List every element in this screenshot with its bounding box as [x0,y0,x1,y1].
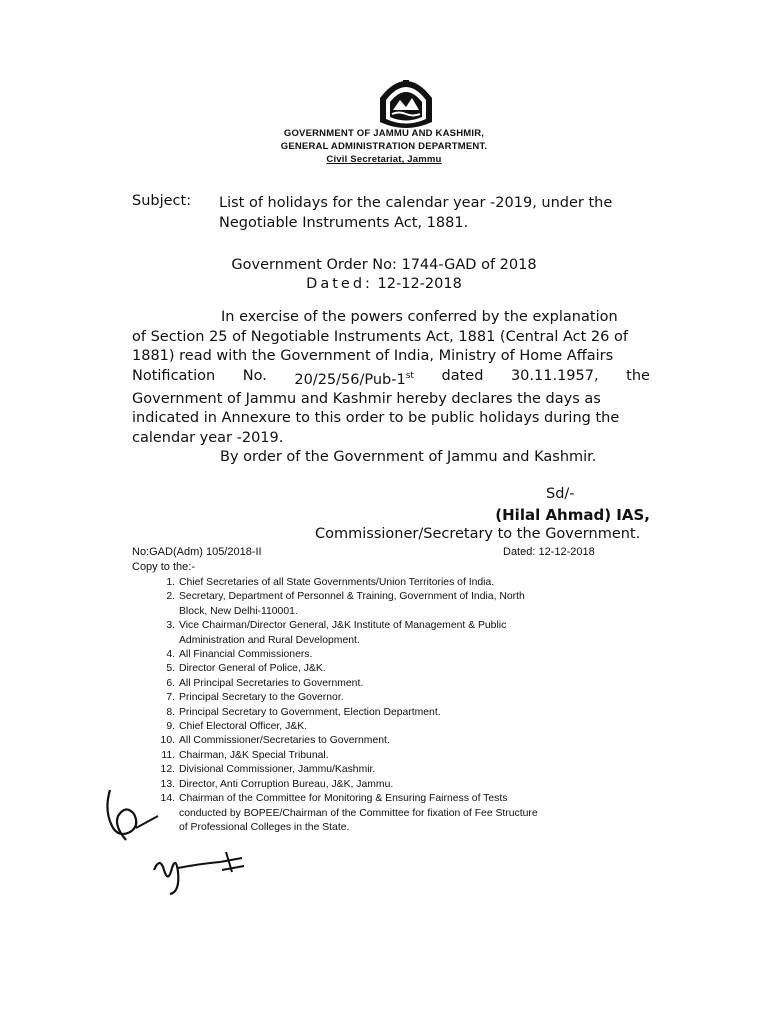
reference-number: No:GAD(Adm) 105/2018-II [132,546,262,558]
list-item-number: 10. [160,735,175,747]
list-item-text [179,778,670,792]
signature-sd: Sd/- [546,486,575,502]
list-item-number: 4. [166,649,175,661]
handwritten-initials-mark [96,786,166,846]
by-order-line: By order of the Government of Jammu and Kashmir. [220,449,597,465]
list-item-line: Secretary, Department of Personnel & Training, Government of India, North [179,591,525,603]
order-dated-value: 12-12-2018 [377,276,462,292]
list-item-text [179,677,670,691]
list-item-text [179,576,670,590]
body-line: 1881) read with the Government of India, Ministry of Home Affairs [132,348,614,364]
list-item [150,763,670,777]
list-item-text [179,763,670,777]
list-item [150,734,670,748]
list-item-line: Director General of Police, J&K. [179,663,326,675]
list-item-text [179,734,670,748]
list-item-number: 9. [166,721,175,733]
subject-label: Subject: [132,193,192,209]
order-number: Government Order No: 1744-GAD of 2018 [231,257,537,273]
list-item-line: Divisional Commissioner, Jammu/Kashmir. [179,764,376,776]
body-line: Government of Jammu and Kashmir hereby declares the days as [132,390,601,407]
list-item-text [179,706,670,720]
list-item [150,778,670,792]
copy-to-list [150,576,670,835]
list-item-number: 14. [160,793,175,805]
list-item [150,576,670,590]
signatory-name: (Hilal Ahmad) IAS, [495,506,650,524]
list-item-number: 12. [160,764,175,776]
list-item-line: All Principal Secretaries to Government. [179,677,364,689]
government-order [0,256,768,294]
list-item-text [179,720,670,734]
list-item [150,792,670,835]
list-item [150,749,670,763]
body-line: In exercise of the powers conferred by the explanation [221,309,618,325]
list-item-line: Chief Secretaries of all State Governments/Union Territories of India. [179,577,495,588]
list-item-line: Director, Anti Corruption Bureau, J&K, Jammu. [179,778,394,790]
list-item-number: 8. [166,706,175,718]
list-item-line: All Commissioner/Secretaries to Government. [179,735,390,747]
list-item-line: Chief Electoral Officer, J&K. [179,721,308,733]
list-item-line: Administration and Rural Development. [179,634,360,646]
list-item-text [179,662,670,676]
reference-date: Dated: 12-12-2018 [503,546,595,558]
order-date [0,275,768,294]
body-line: of Section 25 of Negotiable Instruments Act, 1881 (Central Act 26 of [132,328,628,345]
list-item-number: 7. [166,692,175,704]
copy-to-label: Copy to the:- [132,561,195,573]
list-item [150,706,670,720]
list-item-number: 1. [166,577,175,588]
list-item-line: conducted by BOPEE/Chairman of the Committee for fixation of Fee Structure [179,807,538,819]
list-item-line: Chairman of the Committee for Monitoring & Ensuring Fairness of Tests [179,793,508,805]
list-item [150,619,670,648]
body-line: indicated in Annexure to this order to be public holidays during the [132,410,620,427]
list-item-line: All Financial Commissioners. [179,649,313,661]
list-item [150,662,670,676]
list-item-text [179,749,670,763]
list-item-number: 2. [166,591,175,603]
list-item-line: of Professional Colleges in the State. [179,821,350,833]
handwritten-signature-mark [148,848,248,896]
state-emblem-icon [374,70,438,134]
signatory-designation: Commissioner/Secretary to the Government. [315,526,641,542]
list-item-number: 6. [166,677,175,689]
notification-line: Notification No. 20/25/56/Pub-1st dated 30.11.1957, the [132,367,650,388]
list-item-line: Chairman, J&K Special Tribunal. [179,749,329,761]
list-item-text [179,792,670,835]
list-item [150,720,670,734]
list-item-line: Vice Chairman/Director General, J&K Institute of Management & Public [179,620,507,632]
header-line-department: GENERAL ADMINISTRATION DEPARTMENT. [280,141,488,152]
body-line: calendar year -2019. [132,429,284,446]
list-item [150,648,670,662]
list-item-line: Principal Secretary to the Governor. [179,692,344,704]
list-item [150,677,670,691]
list-item-text [179,619,670,648]
list-item-line: Block, New Delhi-110001. [179,605,298,617]
header-line-secretariat: Civil Secretariat, Jammu [326,154,442,165]
list-item-line: Principal Secretary to Government, Election Department. [179,706,441,718]
list-item-number: 3. [166,620,175,632]
list-item-number: 11. [161,749,175,761]
list-item-text [179,691,670,705]
list-item-number: 13. [160,778,175,790]
list-item-number: 5. [166,663,175,675]
header-line-government: GOVERNMENT OF JAMMU AND KASHMIR, [283,128,485,139]
order-body-paragraph [132,308,650,448]
list-item-text [179,590,670,619]
department-header [0,127,768,166]
list-item [150,590,670,619]
order-dated-label: Dated: [306,276,373,292]
list-item-text [179,648,670,662]
subject-text: List of holidays for the calendar year -2019, under the Negotiable Instruments Act, 1881. [219,195,613,231]
list-item [150,691,670,705]
